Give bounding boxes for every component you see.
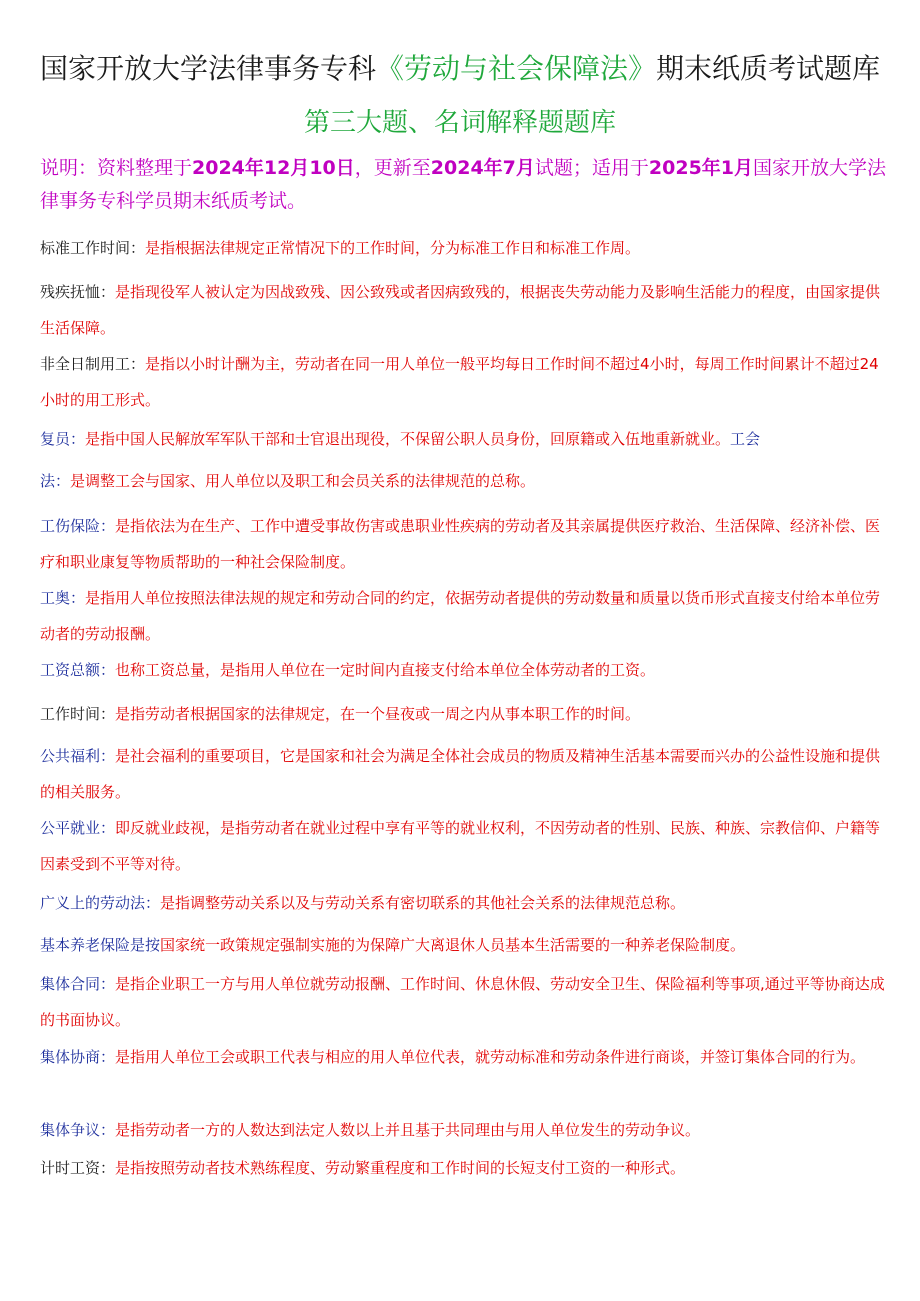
entry-term: 集体争议 — [40, 1121, 101, 1139]
entry-separator: ： — [145, 894, 161, 912]
entry-separator: 是按 — [130, 936, 161, 954]
note-date-1: 2024年12月10日 — [192, 157, 355, 179]
glossary-entry — [40, 346, 890, 418]
glossary-entry — [40, 738, 890, 810]
document-title — [0, 50, 920, 88]
glossary-entry — [40, 463, 890, 499]
entry-separator: ： — [100, 517, 116, 535]
entry-separator: ： — [130, 355, 146, 373]
entry-term: 公平就业 — [40, 819, 101, 837]
entry-separator: ： — [100, 661, 116, 679]
glossary-entry — [40, 1039, 890, 1075]
entry-separator: ： — [100, 283, 116, 301]
glossary-entry — [40, 810, 890, 882]
entry-term: 广义上的劳动法 — [40, 894, 146, 912]
entry-term: 工资总额 — [40, 661, 101, 679]
note-text-1: 说明：资料整理于 — [40, 157, 193, 179]
entry-definition: 是指以小时计酬为主，劳动者在同一用人单位一般平均每日工作时间不超过4小时，每周工作时间累计不超过24小时的用工形式。 — [40, 355, 879, 409]
entry-term: 集体协商 — [40, 1048, 101, 1066]
entry-term-continued: 工会 — [730, 430, 761, 448]
entry-term: 残疾抚恤 — [40, 283, 101, 301]
entry-definition: 是指根据法律规定正常情况下的工作时间，分为标准工作日和标准工作周。 — [145, 239, 641, 257]
entry-term: 非全日制用工 — [40, 355, 131, 373]
entry-definition: 也称工资总量，是指用人单位在一定时间内直接支付给本单位全体劳动者的工资。 — [115, 661, 656, 679]
glossary-entry — [40, 885, 890, 921]
entry-separator: ： — [100, 705, 116, 723]
entry-separator: ： — [100, 1048, 116, 1066]
entry-separator: ： — [100, 1121, 116, 1139]
entry-term: 工伤保险 — [40, 517, 101, 535]
note-paragraph — [40, 152, 890, 218]
entry-definition: 是指中国人民解放军军队干部和士官退出现役，不保留公职人员身份，回原籍或入伍地重新就业。 — [85, 430, 731, 448]
glossary-entry — [40, 274, 890, 346]
note-text-3: 试题；适用于 — [534, 157, 649, 179]
entry-term: 公共福利 — [40, 747, 101, 765]
entry-separator: ： — [70, 589, 86, 607]
entry-separator: ： — [100, 819, 116, 837]
note-text-4: 国家开放大学法律事务专科学员期末纸质考试。 — [40, 157, 887, 212]
entry-term: 复员 — [40, 430, 71, 448]
entry-definition: 是指劳动者根据国家的法律规定，在一个昼夜或一周之内从事本职工作的时间。 — [115, 705, 641, 723]
entry-definition: 即反就业歧视，是指劳动者在就业过程中享有平等的就业权利，不因劳动者的性别、民族、种族、宗教信仰、户籍等因素受到不平等对待。 — [40, 819, 881, 873]
glossary-entry — [40, 652, 890, 688]
note-date-3: 2025年1月 — [648, 157, 754, 179]
glossary-entry — [40, 1150, 890, 1186]
entry-definition: 是指依法为在生产、工作中遭受事故伤害或患职业性疾病的劳动者及其亲属提供医疗救治、生活保障、经济补偿、医疗和职业康复等物质帮助的一种社会保险制度。 — [40, 517, 881, 571]
entry-definition: 是指按照劳动者技术熟练程度、劳动繁重程度和工作时间的长短支付工资的一种形式。 — [115, 1159, 686, 1177]
note-date-2: 2024年7月 — [430, 157, 535, 179]
entry-separator: ： — [55, 472, 71, 490]
entry-separator: ： — [100, 1159, 116, 1177]
entry-term: 工奥 — [40, 589, 71, 607]
entry-term: 计时工资 — [40, 1159, 101, 1177]
entry-definition: 是指劳动者一方的人数达到法定人数以上并且基于共同理由与用人单位发生的劳动争议。 — [115, 1121, 701, 1139]
note-text-2: ，更新至 — [354, 157, 431, 179]
entry-definition: 是指企业职工一方与用人单位就劳动报酬、工作时间、休息休假、劳动安全卫生、保险福利等事项,通过平等协商达成的书面协议。 — [40, 975, 885, 1029]
glossary-entry — [40, 927, 890, 963]
entry-term: 集体合同 — [40, 975, 101, 993]
entry-definition: 国家统一政策规定强制实施的为保障广大离退休人员基本生活需要的一种养老保险制度。 — [160, 936, 746, 954]
glossary-entry — [40, 580, 890, 652]
entry-definition: 是调整工会与国家、用人单位以及职工和会员关系的法律规范的总称。 — [70, 472, 536, 490]
title-suffix: 期末纸质考试题库 — [656, 52, 881, 85]
title-prefix: 国家开放大学法律事务专科 — [39, 52, 376, 85]
glossary-entry — [40, 421, 890, 457]
glossary-entry — [40, 1112, 890, 1148]
entry-term: 法 — [40, 472, 56, 490]
entry-definition: 是指用人单位工会或职工代表与相应的用人单位代表，就劳动标准和劳动条件进行商谈，并签订集体合同的行为。 — [115, 1048, 866, 1066]
glossary-entry — [40, 696, 890, 732]
entry-separator: ： — [70, 430, 86, 448]
entry-definition: 是指现役军人被认定为因战致残、因公致残或者因病致残的，根据丧失劳动能力及影响生活能力的程度，由国家提供生活保障。 — [40, 283, 881, 337]
entry-definition: 是指调整劳动关系以及与劳动关系有密切联系的其他社会关系的法律规范总称。 — [160, 894, 686, 912]
entry-definition: 是社会福利的重要项目，它是国家和社会为满足全体社会成员的物质及精神生活基本需要而兴办的公益性设施和提供的相关服务。 — [40, 747, 881, 801]
glossary-entry — [40, 230, 890, 266]
entry-separator: ： — [130, 239, 146, 257]
section-subtitle: 第三大题、名词解释题题库 — [303, 108, 616, 138]
entry-separator: ： — [100, 975, 116, 993]
title-book: 《劳动与社会保障法》 — [375, 52, 656, 85]
entry-term: 基本养老保险 — [40, 936, 131, 954]
entry-term: 标准工作时间 — [40, 239, 131, 257]
entry-separator: ： — [100, 747, 116, 765]
entry-definition: 是指用人单位按照法律法规的规定和劳动合同的约定，依据劳动者提供的劳动数量和质量以货币形式直接支付给本单位劳动者的劳动报酬。 — [40, 589, 881, 643]
glossary-entry — [40, 966, 890, 1038]
glossary-entry — [40, 508, 890, 580]
entry-term: 工作时间 — [40, 705, 101, 723]
